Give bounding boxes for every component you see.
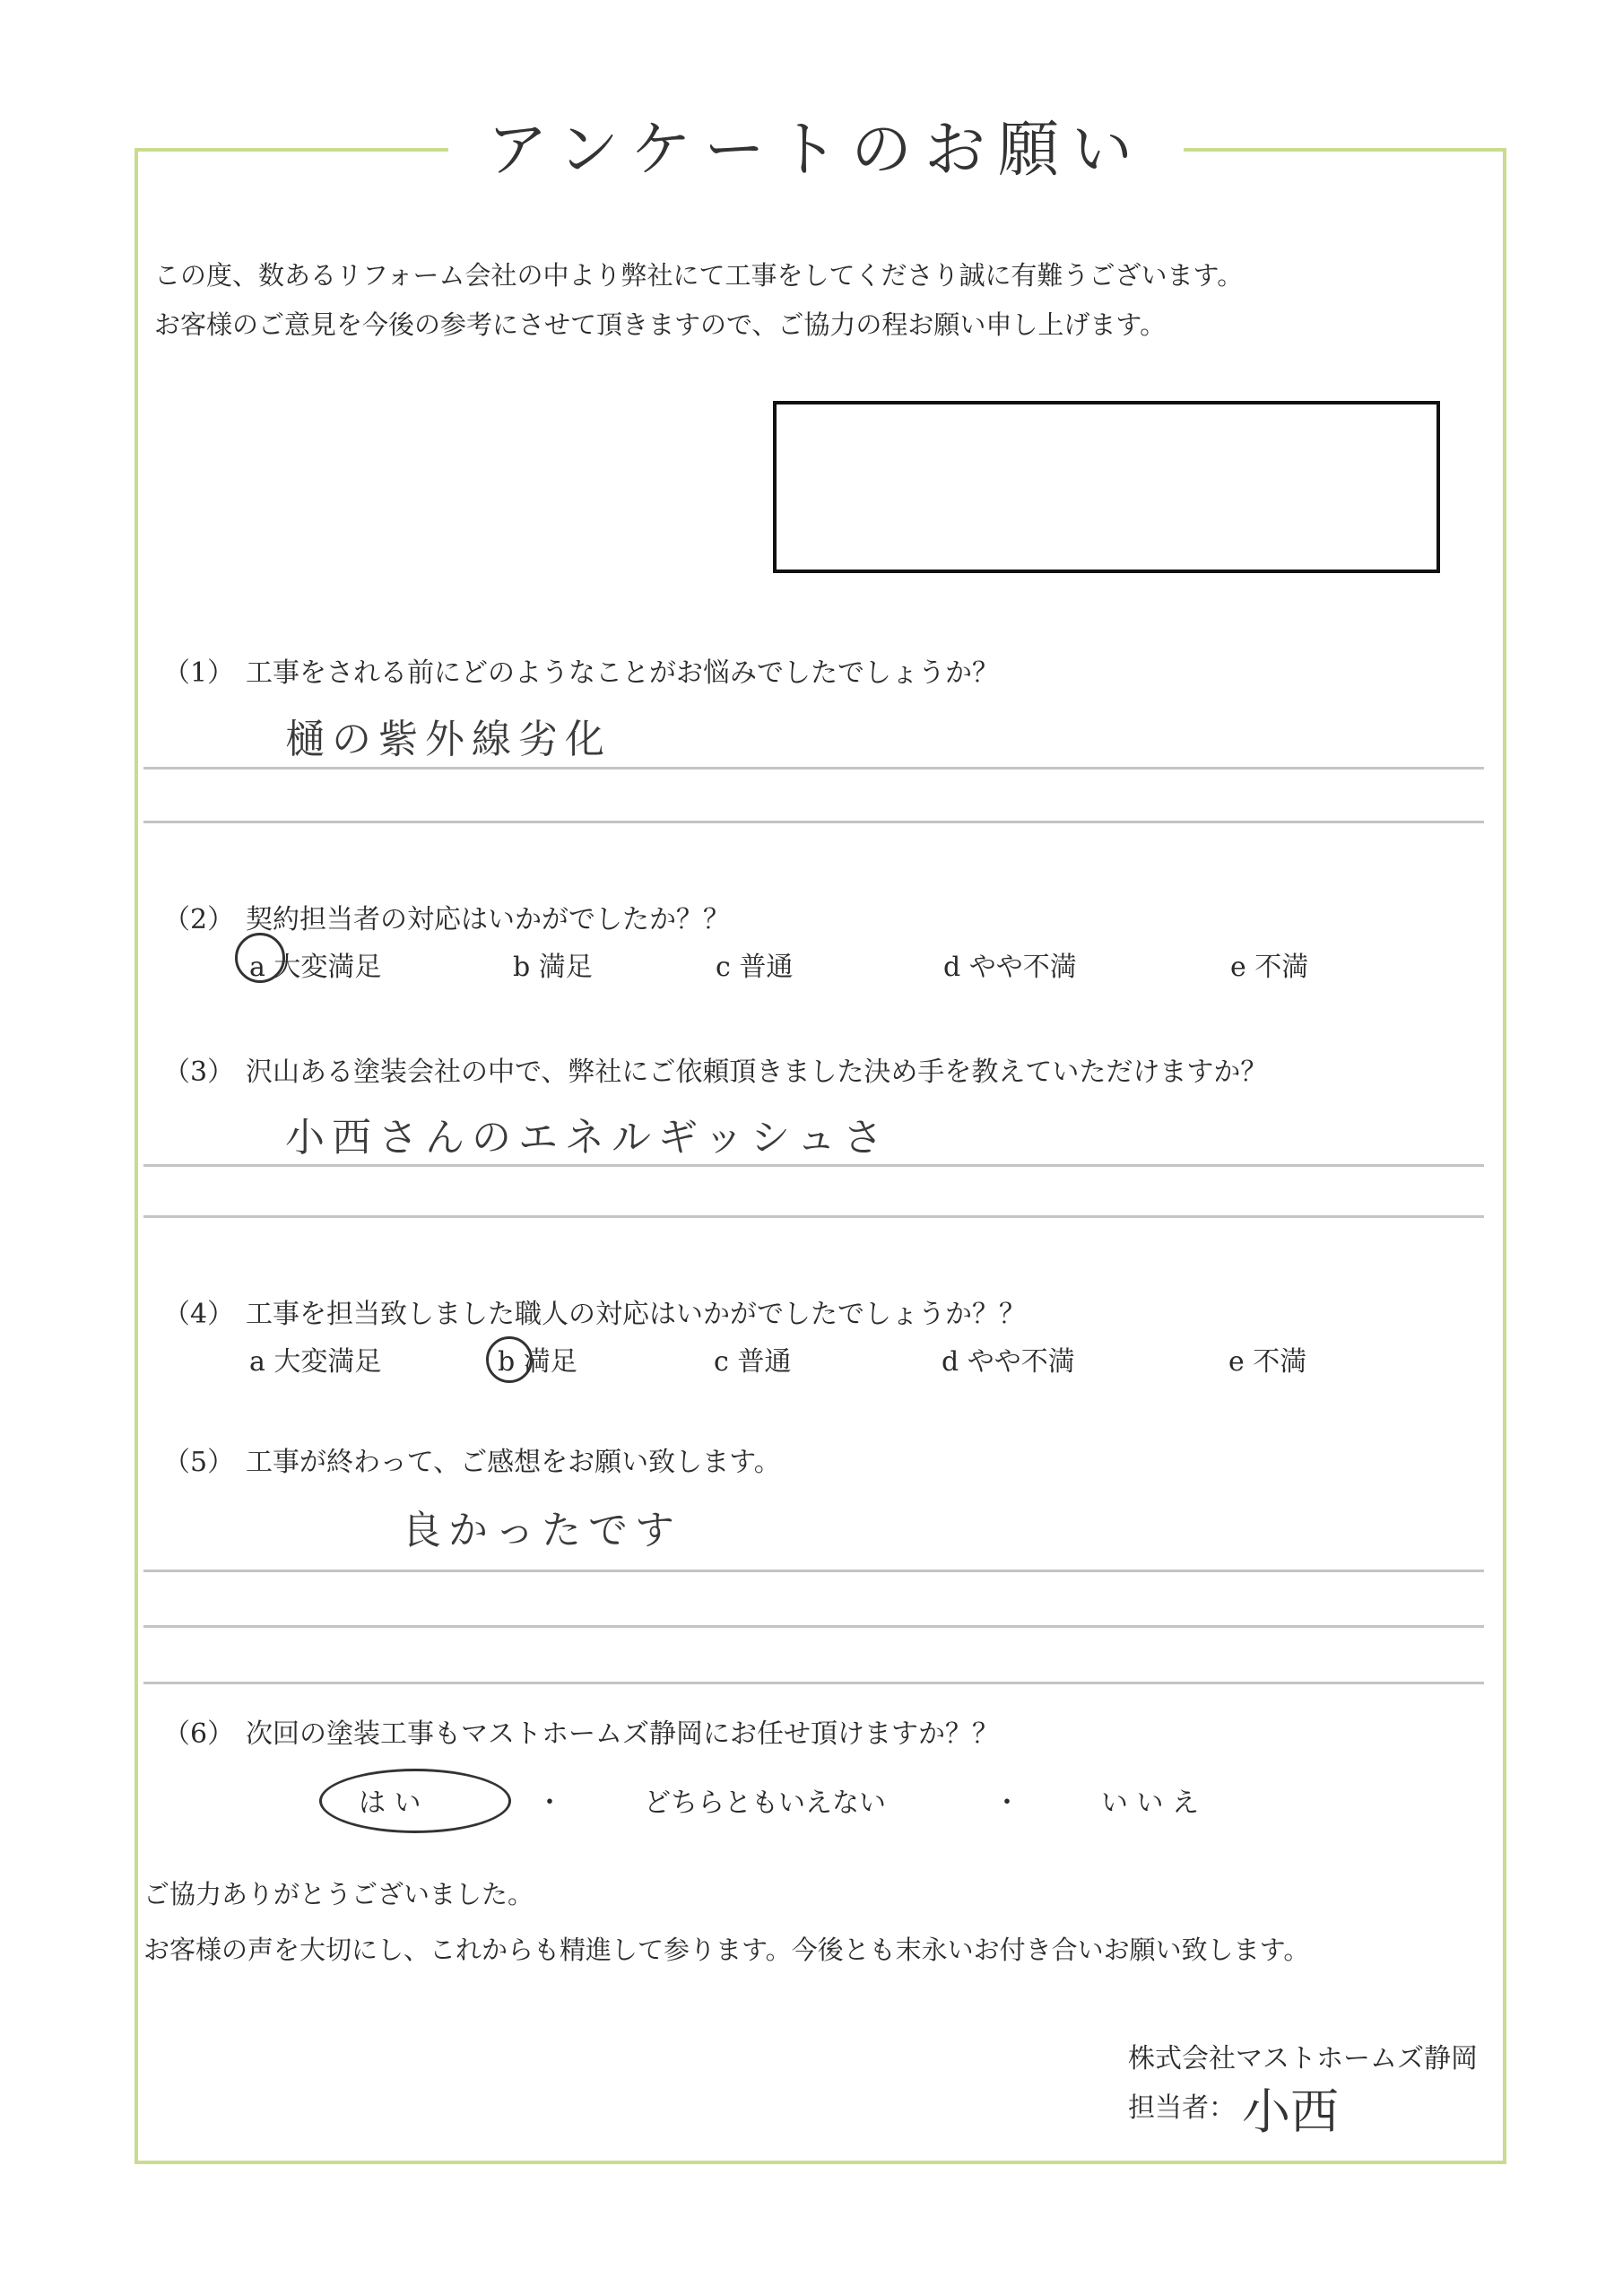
question-4-number: （4） <box>163 1299 235 1330</box>
option-c[interactable]: c 普通 <box>716 952 794 983</box>
option-d[interactable]: d やや不満 <box>943 952 1077 983</box>
question-5 <box>163 1439 781 1479</box>
intro-line-1: この度、数あるリフォーム会社の中より弊社にて工事をしてくださり誠に有難うございます。 <box>154 260 1244 291</box>
answer-1: 樋の紫外線劣化 <box>285 717 612 762</box>
question-2-number: （2） <box>163 904 235 935</box>
question-1 <box>163 650 999 690</box>
answer-3: 小西さんのエネルギッシュさ <box>285 1115 890 1161</box>
answer-5: 良かったです <box>402 1508 681 1553</box>
question-1-text: 工事をされる前にどのようなことがお悩みでしたでしょうか？ <box>246 657 999 689</box>
option-b[interactable]: b 満足 <box>513 952 593 983</box>
question-5-text: 工事が終わって、ご感想をお願い致します。 <box>246 1447 781 1478</box>
staff-signature: 小西 <box>1242 2083 1339 2140</box>
option-no[interactable]: い い え <box>1101 1787 1200 1819</box>
footer-line-2: お客様の声を大切にし、これからも精進して参ります。今後とも末永いお付き合いお願い致します。 <box>143 1935 1310 1965</box>
question-6 <box>163 1711 999 1751</box>
question-3 <box>163 1049 1267 1089</box>
question-2 <box>163 897 730 936</box>
separator-dot: ・ <box>536 1787 563 1819</box>
redacted-name-box <box>773 401 1440 573</box>
answer-line <box>143 1164 1484 1167</box>
option-e[interactable]: e 不満 <box>1230 952 1309 983</box>
option-b[interactable]: b 満足 <box>498 1346 577 1378</box>
option-a[interactable]: a 大変満足 <box>249 952 382 983</box>
answer-line <box>143 1625 1484 1628</box>
option-c[interactable]: c 普通 <box>714 1346 792 1378</box>
intro-line-2: お客様のご意見を今後の参考にさせて頂きますので、ご協力の程お願い申し上げます。 <box>154 309 1167 340</box>
option-e[interactable]: e 不満 <box>1228 1346 1307 1378</box>
question-5-number: （5） <box>163 1447 235 1478</box>
tanto-label: 担当者： <box>1128 2092 1236 2124</box>
question-6-text: 次回の塗装工事もマストホームズ静岡にお任せ頂けますか？？ <box>246 1718 999 1750</box>
separator-dot: ・ <box>994 1787 1020 1819</box>
answer-line <box>143 1215 1484 1218</box>
option-neither[interactable]: どちらともいえない <box>644 1787 886 1819</box>
question-3-number: （3） <box>163 1057 235 1088</box>
question-4-text: 工事を担当致しました職人の対応はいかがでしたでしょうか？？ <box>246 1299 1026 1330</box>
company-name: 株式会社マストホームズ静岡 <box>1128 2043 1478 2074</box>
answer-line <box>143 1682 1484 1684</box>
option-d[interactable]: d やや不満 <box>942 1346 1075 1378</box>
page-title: アンケートのお願い <box>448 106 1184 196</box>
answer-line <box>143 767 1484 770</box>
question-1-number: （1） <box>163 657 235 689</box>
question-6-number: （6） <box>163 1718 235 1750</box>
question-3-text: 沢山ある塗装会社の中で、弊社にご依頼頂きました決め手を教えていただけますか？ <box>246 1057 1268 1088</box>
answer-line <box>143 821 1484 823</box>
option-yes[interactable]: は い <box>359 1787 421 1819</box>
question-2-text: 契約担当者の対応はいかがでしたか？？ <box>246 904 730 935</box>
footer-line-1: ご協力ありがとうございました。 <box>143 1879 534 1909</box>
option-a[interactable]: a 大変満足 <box>249 1346 382 1378</box>
question-4 <box>163 1292 1026 1331</box>
answer-line <box>143 1570 1484 1572</box>
